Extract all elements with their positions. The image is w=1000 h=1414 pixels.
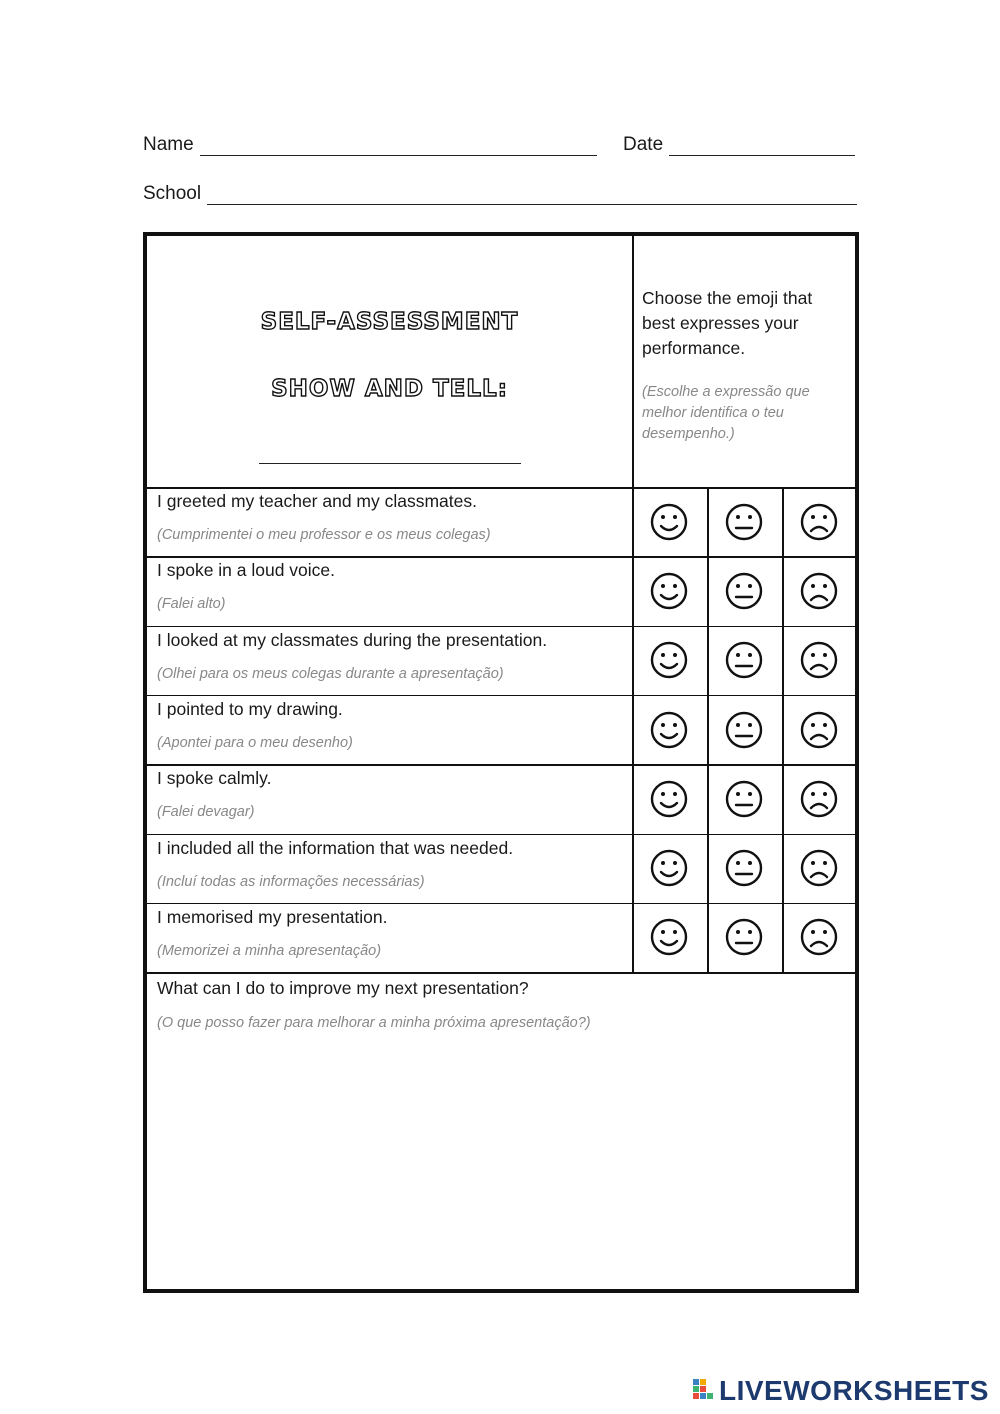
criterion-translation: (Memorizei a minha apresentação) <box>157 942 382 959</box>
criterion-translation: (Olhei para os meus colegas durante a apresentação) <box>157 665 504 682</box>
criterion-text: I memorised my presentation. <box>157 906 388 927</box>
smiling-face-icon[interactable] <box>649 779 689 819</box>
row-divider <box>147 556 855 558</box>
topic-blank-line[interactable] <box>259 463 521 464</box>
instructions-english: Choose the emoji that best expresses your performance. <box>642 288 813 358</box>
smiling-face-icon[interactable] <box>649 640 689 680</box>
neutral-face-icon[interactable] <box>724 917 764 957</box>
date-label: Date <box>623 134 664 155</box>
smiling-face-icon[interactable] <box>649 502 689 542</box>
title-line-1: SELF-ASSESSMENT <box>260 309 519 335</box>
neutral-face-icon[interactable] <box>724 571 764 611</box>
smiling-face-icon[interactable] <box>649 710 689 750</box>
name-label: Name <box>143 134 194 155</box>
school-label: School <box>143 183 202 204</box>
frowning-face-icon[interactable] <box>799 502 839 542</box>
improve-question-translation: (O que posso fazer para melhorar a minha próxima apresentação?) <box>157 1015 591 1031</box>
school-input-line[interactable] <box>207 184 857 205</box>
criterion-text: I included all the information that was needed. <box>157 837 514 858</box>
criterion-translation: (Cumprimentei o meu professor e os meus colegas) <box>157 527 491 543</box>
neutral-face-icon[interactable] <box>724 710 764 750</box>
smiling-face-icon[interactable] <box>649 917 689 957</box>
improve-question: What can I do to improve my next presentation? <box>157 978 529 998</box>
criterion-text: I spoke in a loud voice. <box>157 560 336 581</box>
row-divider <box>147 487 855 489</box>
instructions-portuguese: (Escolhe a expressão que melhor identifica o teu desempenho.) <box>642 384 810 442</box>
row-divider <box>147 972 855 974</box>
column-divider <box>632 236 634 972</box>
row-divider <box>147 903 855 905</box>
date-field-row <box>623 134 855 156</box>
criterion-text: I spoke calmly. <box>157 768 272 789</box>
name-field-row <box>143 134 597 156</box>
liveworksheets-logo <box>693 1375 989 1407</box>
row-divider <box>147 764 855 766</box>
frowning-face-icon[interactable] <box>799 640 839 680</box>
column-divider <box>782 487 784 972</box>
neutral-face-icon[interactable] <box>724 640 764 680</box>
smiling-face-icon[interactable] <box>649 848 689 888</box>
school-field-row <box>143 183 857 205</box>
neutral-face-icon[interactable] <box>724 848 764 888</box>
frowning-face-icon[interactable] <box>799 779 839 819</box>
date-input-line[interactable] <box>669 135 855 156</box>
neutral-face-icon[interactable] <box>724 779 764 819</box>
criterion-text: I greeted my teacher and my classmates. <box>157 491 477 511</box>
frowning-face-icon[interactable] <box>799 917 839 957</box>
criterion-text: I pointed to my drawing. <box>157 698 343 719</box>
title-line-2: SHOW AND TELL: <box>271 376 508 402</box>
row-divider <box>147 695 855 697</box>
row-divider <box>147 626 855 628</box>
criterion-translation: (Incluí todas as informações necessárias) <box>157 873 425 890</box>
criterion-translation: (Falei alto) <box>157 596 226 613</box>
frowning-face-icon[interactable] <box>799 710 839 750</box>
neutral-face-icon[interactable] <box>724 502 764 542</box>
assessment-table <box>143 232 859 1293</box>
logo-text: LIVEWORKSHEETS <box>719 1375 989 1406</box>
smiling-face-icon[interactable] <box>649 571 689 611</box>
column-divider <box>707 487 709 972</box>
frowning-face-icon[interactable] <box>799 848 839 888</box>
frowning-face-icon[interactable] <box>799 571 839 611</box>
improve-answer-area[interactable] <box>147 1042 855 1289</box>
row-divider <box>147 834 855 836</box>
logo-mark-icon <box>693 1379 715 1403</box>
name-input-line[interactable] <box>200 135 597 156</box>
criterion-translation: (Falei devagar) <box>157 804 255 821</box>
criterion-translation: (Apontei para o meu desenho) <box>157 734 353 751</box>
criterion-text: I looked at my classmates during the presentation. <box>157 629 548 650</box>
